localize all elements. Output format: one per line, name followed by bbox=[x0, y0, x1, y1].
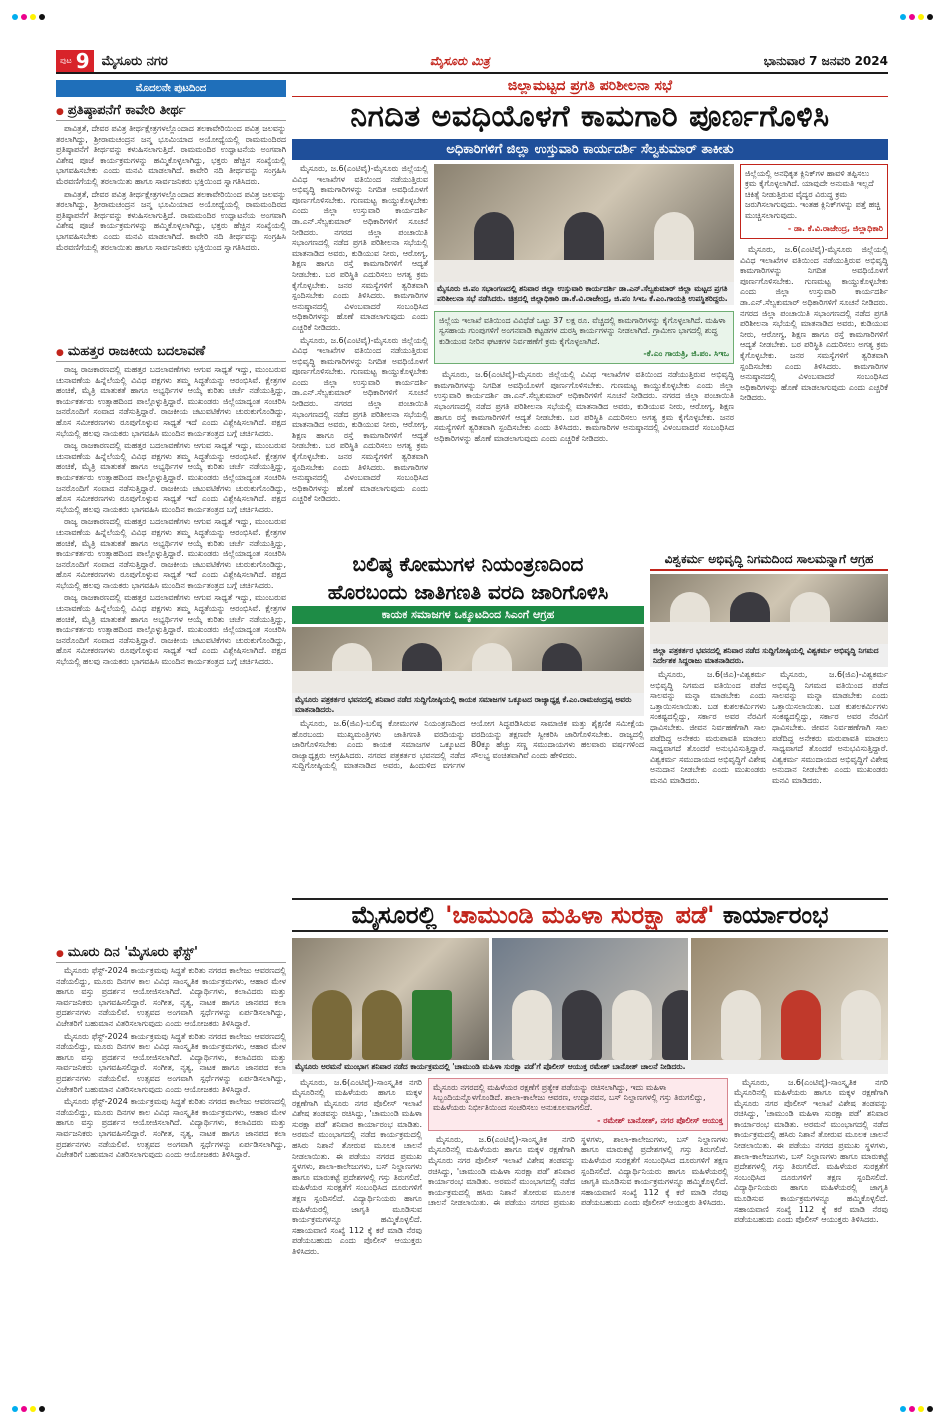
article-body-fest: ಮೈಸೂರು ಫೆಸ್ಟ್-2024 ಕಾರ್ಯಕ್ರಮವು ಸಿದ್ಧತೆ ಕುರಿತು ನಗರದ ಕಾಲೇಜು ಆವರಣದಲ್ಲಿ ನಡೆಯಲಿದ್ದು, ಮೂರು ದಿನಗಳ ಕಾಲ ವಿವಿಧ ಸಾಂಸ್ಕೃತಿಕ ಕಾರ್ಯಕ್ರಮಗಳು, ಆಹಾರ ಮೇಳ ಹಾಗೂ ವಸ್ತು ಪ್ರದರ್ಶನ ಆಯೋಜಿಸಲಾಗಿದೆ. ವಿದ್ಯಾರ್ಥಿಗಳು, ಕಲಾವಿದರು ಮತ್ತು ಸಾರ್ವಜನಿಕರು ಭಾಗವಹಿಸಲಿದ್ದಾರೆ. ಸಂಗೀತ, ನೃತ್ಯ, ನಾಟಕ ಹಾಗೂ ಜಾನಪದ ಕಲಾ ಪ್ರದರ್ಶನಗಳು ನಡೆಯಲಿವೆ. ಉತ್ಸವದ ಅಂಗವಾಗಿ ಸ್ಪರ್ಧೆಗಳನ್ನು ಏರ್ಪಡಿಸಲಾಗಿದ್ದು, ವಿಜೇತರಿಗೆ ಬಹುಮಾನ ವಿತರಿಸಲಾಗುವುದು ಎಂದು ಆಯೋಜಕರು ತಿಳಿಸಿದ್ದಾರೆ. ಮೈಸೂರು ಫೆಸ್ಟ್-2024 ಕಾರ್ಯಕ್ರಮವು ಸಿದ್ಧತೆ ಕುರಿತು ನಗರದ ಕಾಲೇಜು ಆವರಣದಲ್ಲಿ ನಡೆಯಲಿದ್ದು, ಮೂರು ದಿನಗಳ ಕಾಲ ವಿವಿಧ ಸಾಂಸ್ಕೃತಿಕ ಕಾರ್ಯಕ್ರಮಗಳು, ಆಹಾರ ಮೇಳ ಹಾಗೂ ವಸ್ತು ಪ್ರದರ್ಶನ ಆಯೋಜಿಸಲಾಗಿದೆ. ವಿದ್ಯಾರ್ಥಿಗಳು, ಕಲಾವಿದರು ಮತ್ತು ಸಾರ್ವಜನಿಕರು ಭಾಗವಹಿಸಲಿದ್ದಾರೆ. ಸಂಗೀತ, ನೃತ್ಯ, ನಾಟಕ ಹಾಗೂ ಜಾನಪದ ಕಲಾ ಪ್ರದರ್ಶನಗಳು ನಡೆಯಲಿವೆ. ಉತ್ಸವದ ಅಂಗವಾಗಿ ಸ್ಪರ್ಧೆಗಳನ್ನು ಏರ್ಪಡಿಸಲಾಗಿದ್ದು, ವಿಜೇತರಿಗೆ ಬಹುಮಾನ ವಿತರಿಸಲಾಗುವುದು ಎಂದು ಆಯೋಜಕರು ತಿಳಿಸಿದ್ದಾರೆ. ಮೈಸೂರು ಫೆಸ್ಟ್-2024 ಕಾರ್ಯಕ್ರಮವು ಸಿದ್ಧತೆ ಕುರಿತು ನಗರದ ಕಾಲೇಜು ಆವರಣದಲ್ಲಿ ನಡೆಯಲಿದ್ದು, ಮೂರು ದಿನಗಳ ಕಾಲ ವಿವಿಧ ಸಾಂಸ್ಕೃತಿಕ ಕಾರ್ಯಕ್ರಮಗಳು, ಆಹಾರ ಮೇಳ ಹಾಗೂ ವಸ್ತು ಪ್ರದರ್ಶನ ಆಯೋಜಿಸಲಾಗಿದೆ. ವಿದ್ಯಾರ್ಥಿಗಳು, ಕಲಾವಿದರು ಮತ್ತು ಸಾರ್ವಜನಿಕರು ಭಾಗವಹಿಸಲಿದ್ದಾರೆ. ಸಂಗೀತ, ನೃತ್ಯ, ನಾಟಕ ಹಾಗೂ ಜಾನಪದ ಕಲಾ ಪ್ರದರ್ಶನಗಳು ನಡೆಯಲಿವೆ. ಉತ್ಸವದ ಅಂಗವಾಗಿ ಸ್ಪರ್ಧೆಗಳನ್ನು ಏರ್ಪಡಿಸಲಾಗಿದ್ದು, ವಿಜೇತರಿಗೆ ಬಹುಮಾನ ವಿತರಿಸಲಾಗುವುದು ಎಂದು ಆಯೋಜಕರು ತಿಳಿಸಿದ್ದಾರೆ. bbox=[56, 966, 286, 1160]
placard-photo bbox=[691, 938, 888, 1060]
left-column bbox=[56, 80, 286, 1370]
top-story-kicker: ಜಿಲ್ಲಾಮಟ್ಟದ ಪ್ರಗತಿ ಪರಿಶೀಲನಾ ಸಭೆ bbox=[292, 78, 888, 97]
cmyk-dots bbox=[12, 14, 45, 20]
caste-census-headline-1: ಬಲಿಷ್ಠ ಕೋಮುಗಳ ನಿಯಂತ್ರಣದಿಂದ bbox=[352, 552, 584, 576]
top-story-subhead: ಅಧಿಕಾರಿಗಳಿಗೆ ಜಿಲ್ಲಾ ಉಸ್ತುವಾರಿ ಕಾರ್ಯದರ್ಶಿ ಸೆಲ್ವಕುಮಾರ್ ತಾಕೀತು bbox=[292, 139, 888, 160]
meeting-photo-caption: ಮೈಸೂರು ಜಿ.ಪಂ ಸಭಾಂಗಣದಲ್ಲಿ ಶನಿವಾರ ಜಿಲ್ಲಾ ಉಸ್ತುವಾರಿ ಕಾರ್ಯದರ್ಶಿ ಡಾ.ಎನ್.ಸೆಲ್ವಕುಮಾರ್ ಜಿಲ್ಲಾ ಮಟ್ಟದ ಪ್ರಗತಿ ಪರಿಶೀಲನಾ ಸಭೆ ನಡೆಸಿದರು. ಚಿತ್ರದಲ್ಲಿ ಜಿಲ್ಲಾಧಿಕಾರಿ ಡಾ.ಕೆ.ವಿ.ರಾಜೇಂದ್ರ, ಜಿ.ಪಂ ಸಿಇಒ ಕೆ.ಎಂ.ಗಾಯತ್ರಿ ಉಪಸ್ಥಿತರಿದ್ದರು. bbox=[434, 282, 734, 305]
vishwakarma-caption: ಜಿಲ್ಲಾ ಪತ್ರಕರ್ತರ ಭವನದಲ್ಲಿ ಶನಿವಾರ ನಡೆದ ಸುದ್ದಿಗೋಷ್ಠಿಯಲ್ಲಿ ವಿಶ್ವಕರ್ಮ ಅಭಿವೃದ್ಧಿ ನಿಗಮದ ನಿರ್ದೇಶಕ ಸಿದ್ದರಾಜು ಮಾತನಾಡಿದರು. bbox=[650, 644, 888, 667]
article-title-cauvery: ● ಪ್ರತಿಷ್ಠಾಪನೆಗೆ ಕಾವೇರಿ ತೀರ್ಥ bbox=[56, 103, 286, 121]
article-body-cauvery: ಪಾವಿತ್ರತೆ, ದೇವರ ಪವಿತ್ರ ತೀರ್ಥಕ್ಷೇತ್ರಗಳಲ್ಲೊಂದಾದ ತಲಕಾವೇರಿಯಿಂದ ಪವಿತ್ರ ಜಲವನ್ನು ತರಲಾಗಿದ್ದು, ಶ್ರೀರಾಮಚಂದ್ರನ ಜನ್ಮ ಭೂಮಿಯಾದ ಅಯೋಧ್ಯೆಯಲ್ಲಿ ರಾಮಮಂದಿರದ ಪ್ರತಿಷ್ಠಾಪನೆಗೆ ತೀರ್ಥವನ್ನು ಕಳುಹಿಸಲಾಗುತ್ತಿದೆ. ರಾಮಮಂದಿರ ಉದ್ಘಾಟನೆಯ ಅಂಗವಾಗಿ ವಿಶೇಷ ಪೂಜೆ ಕಾರ್ಯಕ್ರಮಗಳನ್ನು ಹಮ್ಮಿಕೊಳ್ಳಲಾಗಿದ್ದು, ಭಕ್ತರು ಹೆಚ್ಚಿನ ಸಂಖ್ಯೆಯಲ್ಲಿ ಭಾಗವಹಿಸಬೇಕು ಎಂದು ಮನವಿ ಮಾಡಲಾಗಿದೆ. ಕಾವೇರಿ ನದಿ ತೀರ್ಥವನ್ನು ಸಂಗ್ರಹಿಸಿ ಮೆರವಣಿಗೆಯಲ್ಲಿ ತರಲಾಯಿತು ಹಾಗೂ ಸಾರ್ವಜನಿಕರು ಭಕ್ತಿಯಿಂದ ಸ್ವಾಗತಿಸಿದರು. ಪಾವಿತ್ರತೆ, ದೇವರ ಪವಿತ್ರ ತೀರ್ಥಕ್ಷೇತ್ರಗಳಲ್ಲೊಂದಾದ ತಲಕಾವೇರಿಯಿಂದ ಪವಿತ್ರ ಜಲವನ್ನು ತರಲಾಗಿದ್ದು, ಶ್ರೀರಾಮಚಂದ್ರನ ಜನ್ಮ ಭೂಮಿಯಾದ ಅಯೋಧ್ಯೆಯಲ್ಲಿ ರಾಮಮಂದಿರದ ಪ್ರತಿಷ್ಠಾಪನೆಗೆ ತೀರ್ಥವನ್ನು ಕಳುಹಿಸಲಾಗುತ್ತಿದೆ. ರಾಮಮಂದಿರ ಉದ್ಘಾಟನೆಯ ಅಂಗವಾಗಿ ವಿಶೇಷ ಪೂಜೆ ಕಾರ್ಯಕ್ರಮಗಳನ್ನು ಹಮ್ಮಿಕೊಳ್ಳಲಾಗಿದ್ದು, ಭಕ್ತರು ಹೆಚ್ಚಿನ ಸಂಖ್ಯೆಯಲ್ಲಿ ಭಾಗವಹಿಸಬೇಕು ಎಂದು ಮನವಿ ಮಾಡಲಾಗಿದೆ. ಕಾವೇರಿ ನದಿ ತೀರ್ಥವನ್ನು ಸಂಗ್ರಹಿಸಿ ಮೆರವಣಿಗೆಯಲ್ಲಿ ತರಲಾಯಿತು ಹಾಗೂ ಸಾರ್ವಜನಿಕರು ಭಕ್ತಿಯಿಂದ ಸ್ವಾಗತಿಸಿದರು. bbox=[56, 124, 286, 252]
safety-force-caption: ಮೈಸೂರು ಅರಮನೆ ಮುಂಭಾಗ ಶನಿವಾರ ನಡೆದ ಕಾರ್ಯಕ್ರಮದಲ್ಲಿ 'ಚಾಮುಂಡಿ ಮಹಿಳಾ ಸುರಕ್ಷಾ ಪಡೆ'ಗೆ ಪೊಲೀಸ್ ಆಯುಕ್ತ ರಮೇಶ್ ಬಾನೋತ್ ಚಾಲನೆ ನೀಡಿದರು. bbox=[292, 1060, 888, 1074]
caste-census-story bbox=[292, 550, 644, 872]
safety-force-photos bbox=[292, 938, 888, 1060]
paper-name: ಮೈಸೂರು ಮಿತ್ರ bbox=[429, 53, 490, 68]
page-label: ಪುಟ bbox=[60, 56, 72, 65]
section-title: ಮೈಸೂರು ನಗರ bbox=[101, 53, 168, 69]
caste-census-subhead: ಕಾಯಕ ಸಮಾಜಗಳ ಒಕ್ಕೂಟದಿಂದ ಸಿಎಂಗೆ ಆಗ್ರಹ bbox=[292, 606, 644, 624]
top-story-body bbox=[292, 164, 888, 544]
cmyk-dots bbox=[900, 14, 933, 20]
middle-section bbox=[292, 550, 888, 872]
flag-off-photo bbox=[292, 938, 489, 1060]
students-photo bbox=[492, 938, 689, 1060]
commissioner-quote-box: ಮೈಸೂರು ನಗರದಲ್ಲಿ ಮಹಿಳೆಯರ ರಕ್ಷಣೆಗೆ ಪ್ರತ್ಯೇಕ ಪಡೆಯನ್ನು ರಚಿಸಲಾಗಿದ್ದು, ಇದು ಮಹಿಳಾ ಸಿಬ್ಬಂದಿಯನ್ನೊಳಗೊಂಡಿದೆ. ಶಾಲಾ-ಕಾಲೇಜು ಆವರಣ, ಉದ್ಯಾನವನ, ಬಸ್ ನಿಲ್ದಾಣಗಳಲ್ಲಿ ಗಸ್ತು ತಿರುಗಲಿದ್ದು, ಮಹಿಳೆಯರು ನಿರ್ಭೀತಿಯಿಂದ ಸಂಚರಿಸಲು ಅನುಕೂಲವಾಗಲಿದೆ. - ರಮೇಶ್ ಬಾನೋತ್, ನಗರ ಪೊಲೀಸ್ ಆಯುಕ್ತ bbox=[428, 1078, 728, 1131]
vishwakarma-story bbox=[650, 550, 888, 872]
caste-census-body: ಮೈಸೂರು, ಜ.6(ಜಿಎ)-ಬಲಿಷ್ಠ ಕೋಮುಗಳ ನಿಯಂತ್ರಣದಿಂದ ಹೊರಬಂದು ಮುಖ್ಯಮಂತ್ರಿಗಳು ಜಾತಿಗಣತಿ ವರದಿಯನ್ನು ಜಾರಿಗೊಳಿಸಬೇಕು ಎಂದು ಕಾಯಕ ಸಮಾಜಗಳ ಒಕ್ಕೂಟದ ರಾಜ್ಯಾಧ್ಯಕ್ಷರು ಆಗ್ರಹಿಸಿದರು. ನಗರದ ಪತ್ರಕರ್ತರ ಭವನದಲ್ಲಿ ನಡೆದ ಸುದ್ದಿಗೋಷ್ಠಿಯಲ್ಲಿ ಮಾತನಾಡಿದ ಅವರು, ಹಿಂದುಳಿದ ವರ್ಗಗಳ ಆಯೋಗ ಸಿದ್ಧಪಡಿಸಿರುವ ಸಾಮಾಜಿಕ ಮತ್ತು ಶೈಕ್ಷಣಿಕ ಸಮೀಕ್ಷೆಯ ವರದಿಯನ್ನು ತಕ್ಷಣವೇ ಸ್ವೀಕರಿಸಿ ಜಾರಿಗೊಳಿಸಬೇಕು. ರಾಜ್ಯದಲ್ಲಿ 80ಕ್ಕೂ ಹೆಚ್ಚು ಸಣ್ಣ ಸಮುದಾಯಗಳು ಹಲವಾರು ವರ್ಷಗಳಿಂದ ಸೌಲಭ್ಯ ವಂಚಿತವಾಗಿವೆ ಎಂದು ಹೇಳಿದರು. bbox=[292, 719, 644, 771]
article-body-politics: ರಾಜ್ಯ ರಾಜಕಾರಣದಲ್ಲಿ ಮಹತ್ತರ ಬದಲಾವಣೆಗಳು ಆಗುವ ಸಾಧ್ಯತೆ ಇದ್ದು, ಮುಂಬರುವ ಚುನಾವಣೆಯ ಹಿನ್ನೆಲೆಯಲ್ಲಿ ವಿವಿಧ ಪಕ್ಷಗಳು ತಮ್ಮ ಸಿದ್ಧತೆಯನ್ನು ಆರಂಭಿಸಿವೆ. ಕ್ಷೇತ್ರಗಳ ಹಂಚಿಕೆ, ಮೈತ್ರಿ ಮಾತುಕತೆ ಹಾಗೂ ಅಭ್ಯರ್ಥಿಗಳ ಆಯ್ಕೆ ಕುರಿತು ಚರ್ಚೆ ನಡೆಯುತ್ತಿದ್ದು, ಕಾರ್ಯಕರ್ತರು ಉತ್ಸಾಹದಿಂದ ಪಾಲ್ಗೊಳ್ಳುತ್ತಿದ್ದಾರೆ. ಮುಖಂಡರು ಜಿಲ್ಲೆಯಾದ್ಯಂತ ಸಂಚರಿಸಿ ಜನರೊಂದಿಗೆ ಸಂವಾದ ನಡೆಸುತ್ತಿದ್ದಾರೆ. ರಾಜಕೀಯ ಚಟುವಟಿಕೆಗಳು ಚುರುಕುಗೊಂಡಿದ್ದು, ಹೊಸ ಸಮೀಕರಣಗಳು ರೂಪುಗೊಳ್ಳುವ ಸಾಧ್ಯತೆ ಇದೆ ಎಂದು ವಿಶ್ಲೇಷಿಸಲಾಗಿದೆ. ಪಕ್ಷದ ಸಭೆಯಲ್ಲಿ ಹಲವು ನಾಯಕರು ಭಾಗವಹಿಸಿ ಮುಂದಿನ ಕಾರ್ಯತಂತ್ರದ ಬಗ್ಗೆ ಚರ್ಚಿಸಿದರು. ರಾಜ್ಯ ರಾಜಕಾರಣದಲ್ಲಿ ಮಹತ್ತರ ಬದಲಾವಣೆಗಳು ಆಗುವ ಸಾಧ್ಯತೆ ಇದ್ದು, ಮುಂಬರುವ ಚುನಾವಣೆಯ ಹಿನ್ನೆಲೆಯಲ್ಲಿ ವಿವಿಧ ಪಕ್ಷಗಳು ತಮ್ಮ ಸಿದ್ಧತೆಯನ್ನು ಆರಂಭಿಸಿವೆ. ಕ್ಷೇತ್ರಗಳ ಹಂಚಿಕೆ, ಮೈತ್ರಿ ಮಾತುಕತೆ ಹಾಗೂ ಅಭ್ಯರ್ಥಿಗಳ ಆಯ್ಕೆ ಕುರಿತು ಚರ್ಚೆ ನಡೆಯುತ್ತಿದ್ದು, ಕಾರ್ಯಕರ್ತರು ಉತ್ಸಾಹದಿಂದ ಪಾಲ್ಗೊಳ್ಳುತ್ತಿದ್ದಾರೆ. ಮುಖಂಡರು ಜಿಲ್ಲೆಯಾದ್ಯಂತ ಸಂಚರಿಸಿ ಜನರೊಂದಿಗೆ ಸಂವಾದ ನಡೆಸುತ್ತಿದ್ದಾರೆ. ರಾಜಕೀಯ ಚಟುವಟಿಕೆಗಳು ಚುರುಕುಗೊಂಡಿದ್ದು, ಹೊಸ ಸಮೀಕರಣಗಳು ರೂಪುಗೊಳ್ಳುವ ಸಾಧ್ಯತೆ ಇದೆ ಎಂದು ವಿಶ್ಲೇಷಿಸಲಾಗಿದೆ. ಪಕ್ಷದ ಸಭೆಯಲ್ಲಿ ಹಲವು ನಾಯಕರು ಭಾಗವಹಿಸಿ ಮುಂದಿನ ಕಾರ್ಯತಂತ್ರದ ಬಗ್ಗೆ ಚರ್ಚಿಸಿದರು. ರಾಜ್ಯ ರಾಜಕಾರಣದಲ್ಲಿ ಮಹತ್ತರ ಬದಲಾವಣೆಗಳು ಆಗುವ ಸಾಧ್ಯತೆ ಇದ್ದು, ಮುಂಬರುವ ಚುನಾವಣೆಯ ಹಿನ್ನೆಲೆಯಲ್ಲಿ ವಿವಿಧ ಪಕ್ಷಗಳು ತಮ್ಮ ಸಿದ್ಧತೆಯನ್ನು ಆರಂಭಿಸಿವೆ. ಕ್ಷೇತ್ರಗಳ ಹಂಚಿಕೆ, ಮೈತ್ರಿ ಮಾತುಕತೆ ಹಾಗೂ ಅಭ್ಯರ್ಥಿಗಳ ಆಯ್ಕೆ ಕುರಿತು ಚರ್ಚೆ ನಡೆಯುತ್ತಿದ್ದು, ಕಾರ್ಯಕರ್ತರು ಉತ್ಸಾಹದಿಂದ ಪಾಲ್ಗೊಳ್ಳುತ್ತಿದ್ದಾರೆ. ಮುಖಂಡರು ಜಿಲ್ಲೆಯಾದ್ಯಂತ ಸಂಚರಿಸಿ ಜನರೊಂದಿಗೆ ಸಂವಾದ ನಡೆಸುತ್ತಿದ್ದಾರೆ. ರಾಜಕೀಯ ಚಟುವಟಿಕೆಗಳು ಚುರುಕುಗೊಂಡಿದ್ದು, ಹೊಸ ಸಮೀಕರಣಗಳು ರೂಪುಗೊಳ್ಳುವ ಸಾಧ್ಯತೆ ಇದೆ ಎಂದು ವಿಶ್ಲೇಷಿಸಲಾಗಿದೆ. ಪಕ್ಷದ ಸಭೆಯಲ್ಲಿ ಹಲವು ನಾಯಕರು ಭಾಗವಹಿಸಿ ಮುಂದಿನ ಕಾರ್ಯತಂತ್ರದ ಬಗ್ಗೆ ಚರ್ಚಿಸಿದರು. ರಾಜ್ಯ ರಾಜಕಾರಣದಲ್ಲಿ ಮಹತ್ತರ ಬದಲಾವಣೆಗಳು ಆಗುವ ಸಾಧ್ಯತೆ ಇದ್ದು, ಮುಂಬರುವ ಚುನಾವಣೆಯ ಹಿನ್ನೆಲೆಯಲ್ಲಿ ವಿವಿಧ ಪಕ್ಷಗಳು ತಮ್ಮ ಸಿದ್ಧತೆಯನ್ನು ಆರಂಭಿಸಿವೆ. ಕ್ಷೇತ್ರಗಳ ಹಂಚಿಕೆ, ಮೈತ್ರಿ ಮಾತುಕತೆ ಹಾಗೂ ಅಭ್ಯರ್ಥಿಗಳ ಆಯ್ಕೆ ಕುರಿತು ಚರ್ಚೆ ನಡೆಯುತ್ತಿದ್ದು, ಕಾರ್ಯಕರ್ತರು ಉತ್ಸಾಹದಿಂದ ಪಾಲ್ಗೊಳ್ಳುತ್ತಿದ್ದಾರೆ. ಮುಖಂಡರು ಜಿಲ್ಲೆಯಾದ್ಯಂತ ಸಂಚರಿಸಿ ಜನರೊಂದಿಗೆ ಸಂವಾದ ನಡೆಸುತ್ತಿದ್ದಾರೆ. ರಾಜಕೀಯ ಚಟುವಟಿಕೆಗಳು ಚುರುಕುಗೊಂಡಿದ್ದು, ಹೊಸ ಸಮೀಕರಣಗಳು ರೂಪುಗೊಳ್ಳುವ ಸಾಧ್ಯತೆ ಇದೆ ಎಂದು ವಿಶ್ಲೇಷಿಸಲಾಗಿದೆ. ಪಕ್ಷದ ಸಭೆಯಲ್ಲಿ ಹಲವು ನಾಯಕರು ಭಾಗವಹಿಸಿ ಮುಂದಿನ ಕಾರ್ಯತಂತ್ರದ ಬಗ್ಗೆ ಚರ್ಚಿಸಿದರು. bbox=[56, 365, 286, 667]
continued-banner: ಮೊದಲನೇ ಪುಟದಿಂದ bbox=[56, 80, 286, 97]
main-area bbox=[292, 78, 888, 872]
dc-quote-box: ಜಿಲ್ಲೆಯಲ್ಲಿ ಅನಧಿಕೃತ ಕ್ಲಿನಿಕ್‌ಗಳ ಹಾವಳಿ ತಪ್ಪಿಸಲು ಕ್ರಮ ಕೈಗೊಳ್ಳಲಾಗಿದೆ. ಯಾವುದೇ ಅನುಮತಿ ಇಲ್ಲದೆ ಚಿಕಿತ್ಸೆ ನೀಡುತ್ತಿರುವ ವೈದ್ಯರ ವಿರುದ್ಧ ಕ್ರಮ ಜರುಗಿಸಲಾಗುವುದು. ಇಂತಹ ಕ್ಲಿನಿಕ್‌ಗಳನ್ನು ಪತ್ತೆ ಹಚ್ಚಿ ಮುಚ್ಚಿಸಲಾಗುವುದು. - ಡಾ. ಕೆ.ವಿ.ರಾಜೇಂದ್ರ, ಜಿಲ್ಲಾಧಿಕಾರಿ bbox=[740, 164, 888, 239]
safety-force-story bbox=[292, 938, 888, 1388]
page-number: 9 bbox=[75, 49, 90, 73]
top-story-col2: ಮೈಸೂರು ಜಿ.ಪಂ ಸಭಾಂಗಣದಲ್ಲಿ ಶನಿವಾರ ಜಿಲ್ಲಾ ಉಸ್ತುವಾರಿ ಕಾರ್ಯದರ್ಶಿ ಡಾ.ಎನ್.ಸೆಲ್ವಕುಮಾರ್ ಜಿಲ್ಲಾ ಮಟ್ಟದ ಪ್ರಗತಿ ಪರಿಶೀಲನಾ ಸಭೆ ನಡೆಸಿದರು. ಚಿತ್ರದಲ್ಲಿ ಜಿಲ್ಲಾಧಿಕಾರಿ ಡಾ.ಕೆ.ವಿ.ರಾಜೇಂದ್ರ, ಜಿ.ಪಂ ಸಿಇಒ ಕೆ.ಎಂ.ಗಾಯತ್ರಿ ಉಪಸ್ಥಿತರಿದ್ದರು. ಜಿಲ್ಲೆಯ ಇಲಾಖೆ ವತಿಯಿಂದ ವಿವಿಧೆಡೆ ಒಟ್ಟು 37 ಲಕ್ಷ ರೂ. ವೆಚ್ಚದಲ್ಲಿ ಕಾಮಗಾರಿಗಳನ್ನು ಕೈಗೊಳ್ಳಲಾಗಿದೆ. ಮಹಿಳಾ ಸ್ವಸಹಾಯ ಗುಂಪುಗಳಿಗೆ ಅಂಗನವಾಡಿ ಕಟ್ಟಡಗಳ ದುರಸ್ತಿ ಕಾರ್ಯಗಳನ್ನು ನೀಡಲಾಗಿದೆ. ಗ್ರಾಮೀಣ ಭಾಗದಲ್ಲಿ ಶುದ್ಧ ಕುಡಿಯುವ ನೀರಿನ ಘಟಕಗಳ ನಿರ್ವಹಣೆಗೆ ಕ್ರಮ ಕೈಗೊಳ್ಳಲಾಗಿದೆ. -ಕೆ.ಎಂ ಗಾಯತ್ರಿ, ಜಿ.ಪಂ. ಸಿಇಒ ಮೈಸೂರು, ಜ.6(ಎಂಟಿವೈ)-ಮೈಸೂರು ಜಿಲ್ಲೆಯಲ್ಲಿ ವಿವಿಧ ಇಲಾಖೆಗಳ ವತಿಯಿಂದ ನಡೆಯುತ್ತಿರುವ ಅಭಿವೃದ್ಧಿ ಕಾಮಗಾರಿಗಳನ್ನು ನಿಗದಿತ ಅವಧಿಯೊಳಗೆ ಪೂರ್ಣಗೊಳಿಸಬೇಕು. ಗುಣಮಟ್ಟ ಕಾಯ್ದುಕೊಳ್ಳಬೇಕು ಎಂದು ಜಿಲ್ಲಾ ಉಸ್ತುವಾರಿ ಕಾರ್ಯದರ್ಶಿ ಡಾ.ಎನ್.ಸೆಲ್ವಕುಮಾರ್ ಅಧಿಕಾರಿಗಳಿಗೆ ಸೂಚನೆ ನೀಡಿದರು. ನಗರದ ಜಿಲ್ಲಾ ಪಂಚಾಯಿತಿ ಸಭಾಂಗಣದಲ್ಲಿ ನಡೆದ ಪ್ರಗತಿ ಪರಿಶೀಲನಾ ಸಭೆಯಲ್ಲಿ ಮಾತನಾಡಿದ ಅವರು, ಕುಡಿಯುವ ನೀರು, ಆರೋಗ್ಯ, ಶಿಕ್ಷಣ ಹಾಗೂ ರಸ್ತೆ ಕಾಮಗಾರಿಗಳಿಗೆ ಆದ್ಯತೆ ನೀಡಬೇಕು. ಬರ ಪರಿಸ್ಥಿತಿ ಎದುರಿಸಲು ಅಗತ್ಯ ಕ್ರಮ ಕೈಗೊಳ್ಳಬೇಕು. ಜನರ ಸಮಸ್ಯೆಗಳಿಗೆ ತ್ವರಿತವಾಗಿ ಸ್ಪಂದಿಸಬೇಕು ಎಂದು ತಿಳಿಸಿದರು. ಕಾಮಗಾರಿಗಳ ಅನುಷ್ಠಾನದಲ್ಲಿ ವಿಳಂಬವಾದರೆ ಸಂಬಂಧಿಸಿದ ಅಧಿಕಾರಿಗಳನ್ನು ಹೊಣೆ ಮಾಡಲಾಗುವುದು ಎಂದು ಎಚ್ಚರಿಕೆ ನೀಡಿದರು. bbox=[434, 164, 734, 544]
safety-force-body: ಮೈಸೂರು, ಜ.6(ಎಂಟಿವೈ)-ಸಾಂಸ್ಕೃತಿಕ ನಗರಿ ಮೈಸೂರಿನಲ್ಲಿ ಮಹಿಳೆಯರು ಹಾಗೂ ಮಕ್ಕಳ ರಕ್ಷಣೆಗಾಗಿ ಮೈಸೂರು ನಗರ ಪೊಲೀಸ್ ಇಲಾಖೆ ವಿಶೇಷ ತಂಡವನ್ನು ರಚಿಸಿದ್ದು, 'ಚಾಮುಂಡಿ ಮಹಿಳಾ ಸುರಕ್ಷಾ ಪಡೆ' ಶನಿವಾರ ಕಾರ್ಯಾರಂಭ ಮಾಡಿತು. ಅರಮನೆ ಮುಂಭಾಗದಲ್ಲಿ ನಡೆದ ಕಾರ್ಯಕ್ರಮದಲ್ಲಿ ಹಸಿರು ನಿಶಾನೆ ತೋರುವ ಮೂಲಕ ಚಾಲನೆ ನೀಡಲಾಯಿತು. ಈ ಪಡೆಯು ನಗರದ ಪ್ರಮುಖ ಸ್ಥಳಗಳು, ಶಾಲಾ-ಕಾಲೇಜುಗಳು, ಬಸ್ ನಿಲ್ದಾಣಗಳು ಹಾಗೂ ಮಾರುಕಟ್ಟೆ ಪ್ರದೇಶಗಳಲ್ಲಿ ಗಸ್ತು ತಿರುಗಲಿದೆ. ಮಹಿಳೆಯರ ಸುರಕ್ಷತೆಗೆ ಸಂಬಂಧಿಸಿದ ದೂರುಗಳಿಗೆ ತಕ್ಷಣ ಸ್ಪಂದಿಸಲಿದೆ. ವಿದ್ಯಾರ್ಥಿನಿಯರು ಹಾಗೂ ಮಹಿಳೆಯರಲ್ಲಿ ಜಾಗೃತಿ ಮೂಡಿಸುವ ಕಾರ್ಯಕ್ರಮಗಳನ್ನೂ ಹಮ್ಮಿಕೊಳ್ಳಲಿದೆ. ಸಹಾಯವಾಣಿ ಸಂಖ್ಯೆ 112 ಕ್ಕೆ ಕರೆ ಮಾಡಿ ನೆರವು ಪಡೆಯಬಹುದು ಎಂದು ಪೊಲೀಸ್ ಆಯುಕ್ತರು ತಿಳಿಸಿದರು. ಮೈಸೂರು ನಗರದಲ್ಲಿ ಮಹಿಳೆಯರ ರಕ್ಷಣೆಗೆ ಪ್ರತ್ಯೇಕ ಪಡೆಯನ್ನು ರಚಿಸಲಾಗಿದ್ದು, ಇದು ಮಹಿಳಾ ಸಿಬ್ಬಂದಿಯನ್ನೊಳಗೊಂಡಿದೆ. ಶಾಲಾ-ಕಾಲೇಜು ಆವರಣ, ಉದ್ಯಾನವನ, ಬಸ್ ನಿಲ್ದಾಣಗಳಲ್ಲಿ ಗಸ್ತು ತಿರುಗಲಿದ್ದು, ಮಹಿಳೆಯರು ನಿರ್ಭೀತಿಯಿಂದ ಸಂಚರಿಸಲು ಅನುಕೂಲವಾಗಲಿದೆ. - ರಮೇಶ್ ಬಾನೋತ್, ನಗರ ಪೊಲೀಸ್ ಆಯುಕ್ತ ಮೈಸೂರು, ಜ.6(ಎಂಟಿವೈ)-ಸಾಂಸ್ಕೃತಿಕ ನಗರಿ ಮೈಸೂರಿನಲ್ಲಿ ಮಹಿಳೆಯರು ಹಾಗೂ ಮಕ್ಕಳ ರಕ್ಷಣೆಗಾಗಿ ಮೈಸೂರು ನಗರ ಪೊಲೀಸ್ ಇಲಾಖೆ ವಿಶೇಷ ತಂಡವನ್ನು ರಚಿಸಿದ್ದು, 'ಚಾಮುಂಡಿ ಮಹಿಳಾ ಸುರಕ್ಷಾ ಪಡೆ' ಶನಿವಾರ ಕಾರ್ಯಾರಂಭ ಮಾಡಿತು. ಅರಮನೆ ಮುಂಭಾಗದಲ್ಲಿ ನಡೆದ ಕಾರ್ಯಕ್ರಮದಲ್ಲಿ ಹಸಿರು ನಿಶಾನೆ ತೋರುವ ಮೂಲಕ ಚಾಲನೆ ನೀಡಲಾಯಿತು. ಈ ಪಡೆಯು ನಗರದ ಪ್ರಮುಖ ಸ್ಥಳಗಳು, ಶಾಲಾ-ಕಾಲೇಜುಗಳು, ಬಸ್ ನಿಲ್ದಾಣಗಳು ಹಾಗೂ ಮಾರುಕಟ್ಟೆ ಪ್ರದೇಶಗಳಲ್ಲಿ ಗಸ್ತು ತಿರುಗಲಿದೆ. ಮಹಿಳೆಯರ ಸುರಕ್ಷತೆಗೆ ಸಂಬಂಧಿಸಿದ ದೂರುಗಳಿಗೆ ತಕ್ಷಣ ಸ್ಪಂದಿಸಲಿದೆ. ವಿದ್ಯಾರ್ಥಿನಿಯರು ಹಾಗೂ ಮಹಿಳೆಯರಲ್ಲಿ ಜಾಗೃತಿ ಮೂಡಿಸುವ ಕಾರ್ಯಕ್ರಮಗಳನ್ನೂ ಹಮ್ಮಿಕೊಳ್ಳಲಿದೆ. ಸಹಾಯವಾಣಿ ಸಂಖ್ಯೆ 112 ಕ್ಕೆ ಕರೆ ಮಾಡಿ ನೆರವು ಪಡೆಯಬಹುದು ಎಂದು ಪೊಲೀಸ್ ಆಯುಕ್ತರು ತಿಳಿಸಿದರು. ಮೈಸೂರು, ಜ.6(ಎಂಟಿವೈ)-ಸಾಂಸ್ಕೃತಿಕ ನಗರಿ ಮೈಸೂರಿನಲ್ಲಿ ಮಹಿಳೆಯರು ಹಾಗೂ ಮಕ್ಕಳ ರಕ್ಷಣೆಗಾಗಿ ಮೈಸೂರು ನಗರ ಪೊಲೀಸ್ ಇಲಾಖೆ ವಿಶೇಷ ತಂಡವನ್ನು ರಚಿಸಿದ್ದು, 'ಚಾಮುಂಡಿ ಮಹಿಳಾ ಸುರಕ್ಷಾ ಪಡೆ' ಶನಿವಾರ ಕಾರ್ಯಾರಂಭ ಮಾಡಿತು. ಅರಮನೆ ಮುಂಭಾಗದಲ್ಲಿ ನಡೆದ ಕಾರ್ಯಕ್ರಮದಲ್ಲಿ ಹಸಿರು ನಿಶಾನೆ ತೋರುವ ಮೂಲಕ ಚಾಲನೆ ನೀಡಲಾಯಿತು. ಈ ಪಡೆಯು ನಗರದ ಪ್ರಮುಖ ಸ್ಥಳಗಳು, ಶಾಲಾ-ಕಾಲೇಜುಗಳು, ಬಸ್ ನಿಲ್ದಾಣಗಳು ಹಾಗೂ ಮಾರುಕಟ್ಟೆ ಪ್ರದೇಶಗಳಲ್ಲಿ ಗಸ್ತು ತಿರುಗಲಿದೆ. ಮಹಿಳೆಯರ ಸುರಕ್ಷತೆಗೆ ಸಂಬಂಧಿಸಿದ ದೂರುಗಳಿಗೆ ತಕ್ಷಣ ಸ್ಪಂದಿಸಲಿದೆ. ವಿದ್ಯಾರ್ಥಿನಿಯರು ಹಾಗೂ ಮಹಿಳೆಯರಲ್ಲಿ ಜಾಗೃತಿ ಮೂಡಿಸುವ ಕಾರ್ಯಕ್ರಮಗಳನ್ನೂ ಹಮ್ಮಿಕೊಳ್ಳಲಿದೆ. ಸಹಾಯವಾಣಿ ಸಂಖ್ಯೆ 112 ಕ್ಕೆ ಕರೆ ಮಾಡಿ ನೆರವು ಪಡೆಯಬಹುದು ಎಂದು ಪೊಲೀಸ್ ಆಯುಕ್ತರು ತಿಳಿಸಿದರು. bbox=[292, 1077, 888, 1256]
press-meet-photo bbox=[292, 627, 644, 693]
caste-census-headline-2: ಹೊರಬಂದು ಜಾತಿಗಣತಿ ವರದಿ ಜಾರಿಗೊಳಿಸಿ bbox=[327, 580, 609, 604]
press-meet-caption: ಮೈಸೂರು ಪತ್ರಕರ್ತರ ಭವನದಲ್ಲಿ ಶನಿವಾರ ನಡೆದ ಸುದ್ದಿಗೋಷ್ಠಿಯಲ್ಲಿ ಕಾಯಕ ಸಮಾಜಗಳ ಒಕ್ಕೂಟದ ರಾಜ್ಯಾಧ್ಯಕ್ಷ ಕೆ.ಎಂ.ರಾಮಚಂದ್ರಪ್ಪ ಅವರು ಮಾತನಾಡಿದರು. bbox=[292, 693, 644, 716]
top-story-col3: ಜಿಲ್ಲೆಯಲ್ಲಿ ಅನಧಿಕೃತ ಕ್ಲಿನಿಕ್‌ಗಳ ಹಾವಳಿ ತಪ್ಪಿಸಲು ಕ್ರಮ ಕೈಗೊಳ್ಳಲಾಗಿದೆ. ಯಾವುದೇ ಅನುಮತಿ ಇಲ್ಲದೆ ಚಿಕಿತ್ಸೆ ನೀಡುತ್ತಿರುವ ವೈದ್ಯರ ವಿರುದ್ಧ ಕ್ರಮ ಜರುಗಿಸಲಾಗುವುದು. ಇಂತಹ ಕ್ಲಿನಿಕ್‌ಗಳನ್ನು ಪತ್ತೆ ಹಚ್ಚಿ ಮುಚ್ಚಿಸಲಾಗುವುದು. - ಡಾ. ಕೆ.ವಿ.ರಾಜೇಂದ್ರ, ಜಿಲ್ಲಾಧಿಕಾರಿ ಮೈಸೂರು, ಜ.6(ಎಂಟಿವೈ)-ಮೈಸೂರು ಜಿಲ್ಲೆಯಲ್ಲಿ ವಿವಿಧ ಇಲಾಖೆಗಳ ವತಿಯಿಂದ ನಡೆಯುತ್ತಿರುವ ಅಭಿವೃದ್ಧಿ ಕಾಮಗಾರಿಗಳನ್ನು ನಿಗದಿತ ಅವಧಿಯೊಳಗೆ ಪೂರ್ಣಗೊಳಿಸಬೇಕು. ಗುಣಮಟ್ಟ ಕಾಯ್ದುಕೊಳ್ಳಬೇಕು ಎಂದು ಜಿಲ್ಲಾ ಉಸ್ತುವಾರಿ ಕಾರ್ಯದರ್ಶಿ ಡಾ.ಎನ್.ಸೆಲ್ವಕುಮಾರ್ ಅಧಿಕಾರಿಗಳಿಗೆ ಸೂಚನೆ ನೀಡಿದರು. ನಗರದ ಜಿಲ್ಲಾ ಪಂಚಾಯಿತಿ ಸಭಾಂಗಣದಲ್ಲಿ ನಡೆದ ಪ್ರಗತಿ ಪರಿಶೀಲನಾ ಸಭೆಯಲ್ಲಿ ಮಾತನಾಡಿದ ಅವರು, ಕುಡಿಯುವ ನೀರು, ಆರೋಗ್ಯ, ಶಿಕ್ಷಣ ಹಾಗೂ ರಸ್ತೆ ಕಾಮಗಾರಿಗಳಿಗೆ ಆದ್ಯತೆ ನೀಡಬೇಕು. ಬರ ಪರಿಸ್ಥಿತಿ ಎದುರಿಸಲು ಅಗತ್ಯ ಕ್ರಮ ಕೈಗೊಳ್ಳಬೇಕು. ಜನರ ಸಮಸ್ಯೆಗಳಿಗೆ ತ್ವರಿತವಾಗಿ ಸ್ಪಂದಿಸಬೇಕು ಎಂದು ತಿಳಿಸಿದರು. ಕಾಮಗಾರಿಗಳ ಅನುಷ್ಠಾನದಲ್ಲಿ ವಿಳಂಬವಾದರೆ ಸಂಬಂಧಿಸಿದ ಅಧಿಕಾರಿಗಳನ್ನು ಹೊಣೆ ಮಾಡಲಾಗುವುದು ಎಂದು ಎಚ್ಚರಿಕೆ ನೀಡಿದರು. bbox=[740, 164, 888, 544]
vishwakarma-headline: ವಿಶ್ವಕರ್ಮ ಅಭಿವೃದ್ಧಿ ನಿಗಮದಿಂದ ಸಾಲಮನ್ನಾಗೆ ಆಗ್ರಹ bbox=[650, 550, 888, 571]
masthead bbox=[56, 50, 888, 74]
safety-force-headline: ಮೈಸೂರಲ್ಲಿ 'ಚಾಮುಂಡಿ ಮಹಿಳಾ ಸುರಕ್ಷಾ ಪಡೆ' ಕಾರ್ಯಾರಂಭ bbox=[292, 898, 888, 932]
issue-date: ಭಾನುವಾರ 7 ಜನವರಿ 2024 bbox=[763, 53, 888, 68]
page-number-box bbox=[56, 50, 94, 72]
top-story-col1: ಮೈಸೂರು, ಜ.6(ಎಂಟಿವೈ)-ಮೈಸೂರು ಜಿಲ್ಲೆಯಲ್ಲಿ ವಿವಿಧ ಇಲಾಖೆಗಳ ವತಿಯಿಂದ ನಡೆಯುತ್ತಿರುವ ಅಭಿವೃದ್ಧಿ ಕಾಮಗಾರಿಗಳನ್ನು ನಿಗದಿತ ಅವಧಿಯೊಳಗೆ ಪೂರ್ಣಗೊಳಿಸಬೇಕು. ಗುಣಮಟ್ಟ ಕಾಯ್ದುಕೊಳ್ಳಬೇಕು ಎಂದು ಜಿಲ್ಲಾ ಉಸ್ತುವಾರಿ ಕಾರ್ಯದರ್ಶಿ ಡಾ.ಎನ್.ಸೆಲ್ವಕುಮಾರ್ ಅಧಿಕಾರಿಗಳಿಗೆ ಸೂಚನೆ ನೀಡಿದರು. ನಗರದ ಜಿಲ್ಲಾ ಪಂಚಾಯಿತಿ ಸಭಾಂಗಣದಲ್ಲಿ ನಡೆದ ಪ್ರಗತಿ ಪರಿಶೀಲನಾ ಸಭೆಯಲ್ಲಿ ಮಾತನಾಡಿದ ಅವರು, ಕುಡಿಯುವ ನೀರು, ಆರೋಗ್ಯ, ಶಿಕ್ಷಣ ಹಾಗೂ ರಸ್ತೆ ಕಾಮಗಾರಿಗಳಿಗೆ ಆದ್ಯತೆ ನೀಡಬೇಕು. ಬರ ಪರಿಸ್ಥಿತಿ ಎದುರಿಸಲು ಅಗತ್ಯ ಕ್ರಮ ಕೈಗೊಳ್ಳಬೇಕು. ಜನರ ಸಮಸ್ಯೆಗಳಿಗೆ ತ್ವರಿತವಾಗಿ ಸ್ಪಂದಿಸಬೇಕು ಎಂದು ತಿಳಿಸಿದರು. ಕಾಮಗಾರಿಗಳ ಅನುಷ್ಠಾನದಲ್ಲಿ ವಿಳಂಬವಾದರೆ ಸಂಬಂಧಿಸಿದ ಅಧಿಕಾರಿಗಳನ್ನು ಹೊಣೆ ಮಾಡಲಾಗುವುದು ಎಂದು ಎಚ್ಚರಿಕೆ ನೀಡಿದರು. ಮೈಸೂರು, ಜ.6(ಎಂಟಿವೈ)-ಮೈಸೂರು ಜಿಲ್ಲೆಯಲ್ಲಿ ವಿವಿಧ ಇಲಾಖೆಗಳ ವತಿಯಿಂದ ನಡೆಯುತ್ತಿರುವ ಅಭಿವೃದ್ಧಿ ಕಾಮಗಾರಿಗಳನ್ನು ನಿಗದಿತ ಅವಧಿಯೊಳಗೆ ಪೂರ್ಣಗೊಳಿಸಬೇಕು. ಗುಣಮಟ್ಟ ಕಾಯ್ದುಕೊಳ್ಳಬೇಕು ಎಂದು ಜಿಲ್ಲಾ ಉಸ್ತುವಾರಿ ಕಾರ್ಯದರ್ಶಿ ಡಾ.ಎನ್.ಸೆಲ್ವಕುಮಾರ್ ಅಧಿಕಾರಿಗಳಿಗೆ ಸೂಚನೆ ನೀಡಿದರು. ನಗರದ ಜಿಲ್ಲಾ ಪಂಚಾಯಿತಿ ಸಭಾಂಗಣದಲ್ಲಿ ನಡೆದ ಪ್ರಗತಿ ಪರಿಶೀಲನಾ ಸಭೆಯಲ್ಲಿ ಮಾತನಾಡಿದ ಅವರು, ಕುಡಿಯುವ ನೀರು, ಆರೋಗ್ಯ, ಶಿಕ್ಷಣ ಹಾಗೂ ರಸ್ತೆ ಕಾಮಗಾರಿಗಳಿಗೆ ಆದ್ಯತೆ ನೀಡಬೇಕು. ಬರ ಪರಿಸ್ಥಿತಿ ಎದುರಿಸಲು ಅಗತ್ಯ ಕ್ರಮ ಕೈಗೊಳ್ಳಬೇಕು. ಜನರ ಸಮಸ್ಯೆಗಳಿಗೆ ತ್ವರಿತವಾಗಿ ಸ್ಪಂದಿಸಬೇಕು ಎಂದು ತಿಳಿಸಿದರು. ಕಾಮಗಾರಿಗಳ ಅನುಷ್ಠಾನದಲ್ಲಿ ವಿಳಂಬವಾದರೆ ಸಂಬಂಧಿಸಿದ ಅಧಿಕಾರಿಗಳನ್ನು ಹೊಣೆ ಮಾಡಲಾಗುವುದು ಎಂದು ಎಚ್ಚರಿಕೆ ನೀಡಿದರು. bbox=[292, 164, 428, 504]
article-title-politics: ● ಮಹತ್ತರ ರಾಜಕೀಯ ಬದಲಾವಣೆ bbox=[56, 344, 286, 362]
meeting-photo bbox=[434, 164, 734, 282]
bottom-registration-marks bbox=[0, 1404, 945, 1418]
ceo-quote-box: ಜಿಲ್ಲೆಯ ಇಲಾಖೆ ವತಿಯಿಂದ ವಿವಿಧೆಡೆ ಒಟ್ಟು 37 ಲಕ್ಷ ರೂ. ವೆಚ್ಚದಲ್ಲಿ ಕಾಮಗಾರಿಗಳನ್ನು ಕೈಗೊಳ್ಳಲಾಗಿದೆ. ಮಹಿಳಾ ಸ್ವಸಹಾಯ ಗುಂಪುಗಳಿಗೆ ಅಂಗನವಾಡಿ ಕಟ್ಟಡಗಳ ದುರಸ್ತಿ ಕಾರ್ಯಗಳನ್ನು ನೀಡಲಾಗಿದೆ. ಗ್ರಾಮೀಣ ಭಾಗದಲ್ಲಿ ಶುದ್ಧ ಕುಡಿಯುವ ನೀರಿನ ಘಟಕಗಳ ನಿರ್ವಹಣೆಗೆ ಕ್ರಮ ಕೈಗೊಳ್ಳಲಾಗಿದೆ. -ಕೆ.ಎಂ ಗಾಯತ್ರಿ, ಜಿ.ಪಂ. ಸಿಇಒ bbox=[434, 311, 734, 364]
article-title-fest: ● ಮೂರು ದಿನ 'ಮೈಸೂರು ಫೆಸ್ಟ್' bbox=[56, 945, 286, 963]
vishwakarma-body: ಮೈಸೂರು, ಜ.6(ಜಿಎ)-ವಿಶ್ವಕರ್ಮ ಅಭಿವೃದ್ಧಿ ನಿಗಮದ ವತಿಯಿಂದ ಪಡೆದ ಸಾಲವನ್ನು ಮನ್ನಾ ಮಾಡಬೇಕು ಎಂದು ಒತ್ತಾಯಿಸಲಾಯಿತು. ಬಡ ಕುಶಲಕರ್ಮಿಗಳು ಸಂಕಷ್ಟದಲ್ಲಿದ್ದು, ಸರ್ಕಾರ ಅವರ ನೆರವಿಗೆ ಧಾವಿಸಬೇಕು. ಜೀವನ ನಿರ್ವಹಣೆಗಾಗಿ ಸಾಲ ಪಡೆದಿದ್ದ ಅನೇಕರು ಮರುಪಾವತಿ ಮಾಡಲು ಸಾಧ್ಯವಾಗದೆ ತೊಂದರೆ ಅನುಭವಿಸುತ್ತಿದ್ದಾರೆ. ವಿಶ್ವಕರ್ಮ ಸಮುದಾಯದ ಅಭಿವೃದ್ಧಿಗೆ ವಿಶೇಷ ಅನುದಾನ ನೀಡಬೇಕು ಎಂದು ಮುಖಂಡರು ಮನವಿ ಮಾಡಿದರು. ಮೈಸೂರು, ಜ.6(ಜಿಎ)-ವಿಶ್ವಕರ್ಮ ಅಭಿವೃದ್ಧಿ ನಿಗಮದ ವತಿಯಿಂದ ಪಡೆದ ಸಾಲವನ್ನು ಮನ್ನಾ ಮಾಡಬೇಕು ಎಂದು ಒತ್ತಾಯಿಸಲಾಯಿತು. ಬಡ ಕುಶಲಕರ್ಮಿಗಳು ಸಂಕಷ್ಟದಲ್ಲಿದ್ದು, ಸರ್ಕಾರ ಅವರ ನೆರವಿಗೆ ಧಾವಿಸಬೇಕು. ಜೀವನ ನಿರ್ವಹಣೆಗಾಗಿ ಸಾಲ ಪಡೆದಿದ್ದ ಅನೇಕರು ಮರುಪಾವತಿ ಮಾಡಲು ಸಾಧ್ಯವಾಗದೆ ತೊಂದರೆ ಅನುಭವಿಸುತ್ತಿದ್ದಾರೆ. ವಿಶ್ವಕರ್ಮ ಸಮುದಾಯದ ಅಭಿವೃದ್ಧಿಗೆ ವಿಶೇಷ ಅನುದಾನ ನೀಡಬೇಕು ಎಂದು ಮುಖಂಡರು ಮನವಿ ಮಾಡಿದರು. bbox=[650, 670, 888, 785]
top-story-headline: ನಿಗದಿತ ಅವಧಿಯೊಳಗೆ ಕಾಮಗಾರಿ ಪೂರ್ಣಗೊಳಿಸಿ bbox=[350, 99, 830, 134]
registration-marks bbox=[0, 4, 945, 24]
vishwakarma-photo bbox=[650, 574, 888, 644]
